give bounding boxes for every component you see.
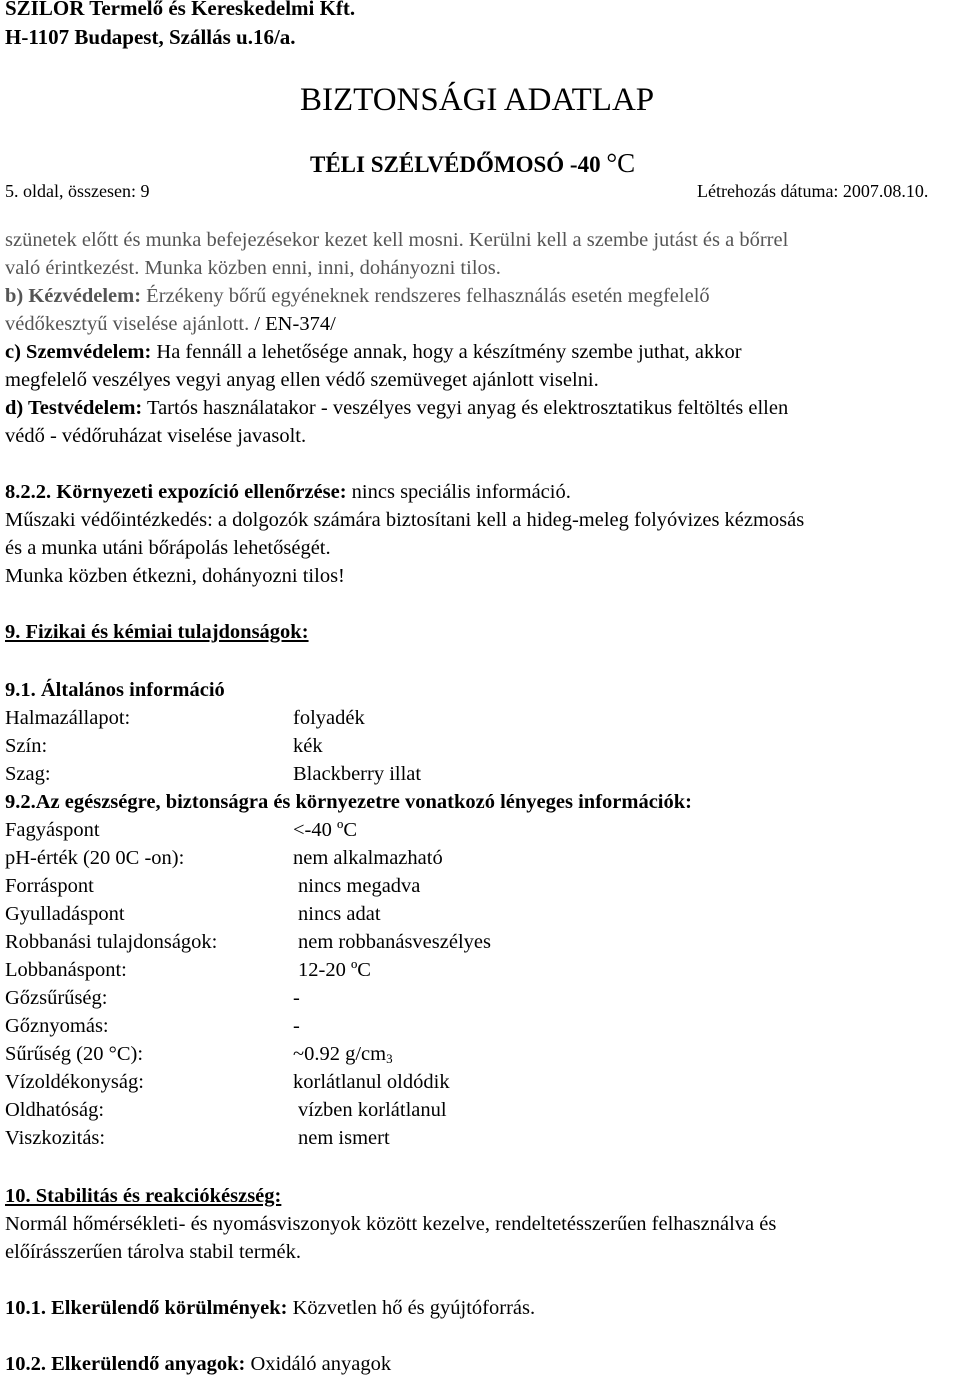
technical-measures-line-1: Műszaki védőintézkedés: a dolgozók számára biztosítani kell a hideg-meleg folyóvizes kézmosás — [5, 509, 805, 531]
environmental-exposure-text: nincs speciális információ. — [346, 481, 571, 503]
section-9-2-number: 9.2. — [5, 791, 36, 813]
product-name — [310, 148, 635, 180]
property-value: - — [293, 1015, 300, 1037]
environmental-exposure-label: 8.2.2. Környezeti expozíció ellenőrzése: — [5, 481, 347, 503]
general-row-value: kék — [293, 735, 323, 757]
technical-measures-line-3: Munka közben étkezni, dohányozni tilos! — [5, 565, 345, 587]
property-label: Gőzsűrűség: — [5, 987, 108, 1009]
hand-protection — [5, 282, 710, 310]
property-value: korlátlanul oldódik — [293, 1071, 450, 1093]
property-value-density — [293, 1040, 393, 1068]
company-name: SZILOR Termelő és Kereskedelmi Kft. — [5, 0, 356, 20]
density-unit-exponent: 3 — [386, 1051, 393, 1066]
general-row-label: Halmazállapot: — [5, 707, 131, 729]
environmental-exposure — [5, 478, 571, 506]
body-protection-line-2: védő - védőruházat viselése javasolt. — [5, 425, 307, 447]
section-10-title: 10. Stabilitás és reakciókészség: — [5, 1185, 282, 1207]
company-address: H-1107 Budapest, Szállás u.16/a. — [5, 25, 296, 49]
conditions-to-avoid-label: 10.1. Elkerülendő körülmények: — [5, 1297, 288, 1319]
hand-protection-label: b) Kézvédelem: — [5, 285, 142, 307]
property-label: Robbanási tulajdonságok: — [5, 931, 218, 953]
density-value: ~0.92 g/cm — [293, 1043, 387, 1065]
section-9-2-title — [5, 788, 692, 816]
creation-date: Létrehozás dátuma: 2007.08.10. — [697, 181, 929, 201]
technical-measures-line-2: és a munka utáni bőrápolás lehetőségét. — [5, 537, 331, 559]
stability-text-line-1: Normál hőmérsékleti- és nyomásviszonyok között kezelve, rendeltetésszerűen felhasználva és — [5, 1213, 777, 1235]
property-label: Viszkozitás: — [5, 1127, 106, 1149]
property-label: Gőznyomás: — [5, 1015, 109, 1037]
property-value: nincs adat — [298, 903, 381, 925]
hand-protection-text: Érzékeny bőrű egyéneknek rendszeres felhasználás esetén megfelelő — [141, 285, 710, 307]
property-value: nincs megadva — [298, 875, 421, 897]
hygiene-text-line-1: szünetek előtt és munka befejezésekor kezet kell mosni. Kerülni kell a szembe jutást és a bőrrel — [5, 229, 789, 251]
hygiene-text-line-2: való érintkezést. Munka közben enni, inni, dohányozni tilos. — [5, 257, 501, 279]
product-unit: °C — [606, 148, 636, 178]
property-label: Oldhatóság: — [5, 1099, 105, 1121]
eye-protection-text: Ha fennáll a lehetősége annak, hogy a készítmény szembe juthat, akkor — [151, 341, 742, 363]
conditions-to-avoid-text: Közvetlen hő és gyújtóforrás. — [287, 1297, 536, 1319]
property-value: nem robbanásveszélyes — [298, 931, 491, 953]
property-value: - — [293, 987, 300, 1009]
property-label: Fagyáspont — [5, 819, 100, 841]
eye-protection — [5, 338, 742, 366]
section-9-title: 9. Fizikai és kémiai tulajdonságok: — [5, 621, 309, 643]
section-9-1-title: 9.1. Általános információ — [5, 679, 225, 701]
body-protection-text: Tartós használatakor - veszélyes vegyi anyag és elektrosztatikus feltöltés ellen — [142, 397, 789, 419]
eye-protection-line-2: megfelelő veszélyes vegyi anyag ellen védő szemüveget ajánlott viselni. — [5, 369, 599, 391]
section-9-2-text: Az egészségre, biztonságra és környezetre vonatkozó lényeges információk: — [35, 791, 692, 813]
materials-to-avoid-label: 10.2. Elkerülendő anyagok: — [5, 1353, 246, 1375]
document-title: BIZTONSÁGI ADATLAP — [300, 82, 655, 118]
property-label: Lobbanáspont: — [5, 959, 127, 981]
general-row-value: folyadék — [293, 707, 365, 729]
property-label: Vízoldékonyság: — [5, 1071, 144, 1093]
property-value: vízben korlátlanul — [298, 1099, 447, 1121]
product-name-text: TÉLI SZÉLVÉDŐMOSÓ -40 — [310, 152, 601, 177]
eye-protection-label: c) Szemvédelem: — [5, 341, 152, 363]
materials-to-avoid-text: Oxidáló anyagok — [245, 1353, 392, 1375]
property-value: nem ismert — [298, 1127, 390, 1149]
property-label: pH-érték (20 0C -on): — [5, 847, 185, 869]
property-value: 12-20 ºC — [298, 959, 371, 981]
page-number: 5. oldal, összesen: 9 — [5, 181, 150, 201]
property-value: nem alkalmazható — [293, 847, 443, 869]
hand-protection-text-2: védőkesztyű viselése ajánlott. — [5, 313, 250, 335]
general-row-label: Szín: — [5, 735, 48, 757]
conditions-to-avoid — [5, 1294, 535, 1322]
property-value: <-40 ºC — [293, 819, 358, 841]
body-protection — [5, 394, 788, 422]
property-label: Forráspont — [5, 875, 94, 897]
body-protection-label: d) Testvédelem: — [5, 397, 143, 419]
stability-text-line-2: előírásszerűen tárolva stabil termék. — [5, 1241, 301, 1263]
property-label: Gyulladáspont — [5, 903, 125, 925]
hand-protection-standard: / EN-374/ — [249, 313, 336, 335]
materials-to-avoid — [5, 1350, 391, 1378]
property-label: Sűrűség (20 °C): — [5, 1043, 144, 1065]
hand-protection-line-2 — [5, 310, 336, 338]
general-row-value: Blackberry illat — [293, 763, 422, 785]
general-row-label: Szag: — [5, 763, 51, 785]
